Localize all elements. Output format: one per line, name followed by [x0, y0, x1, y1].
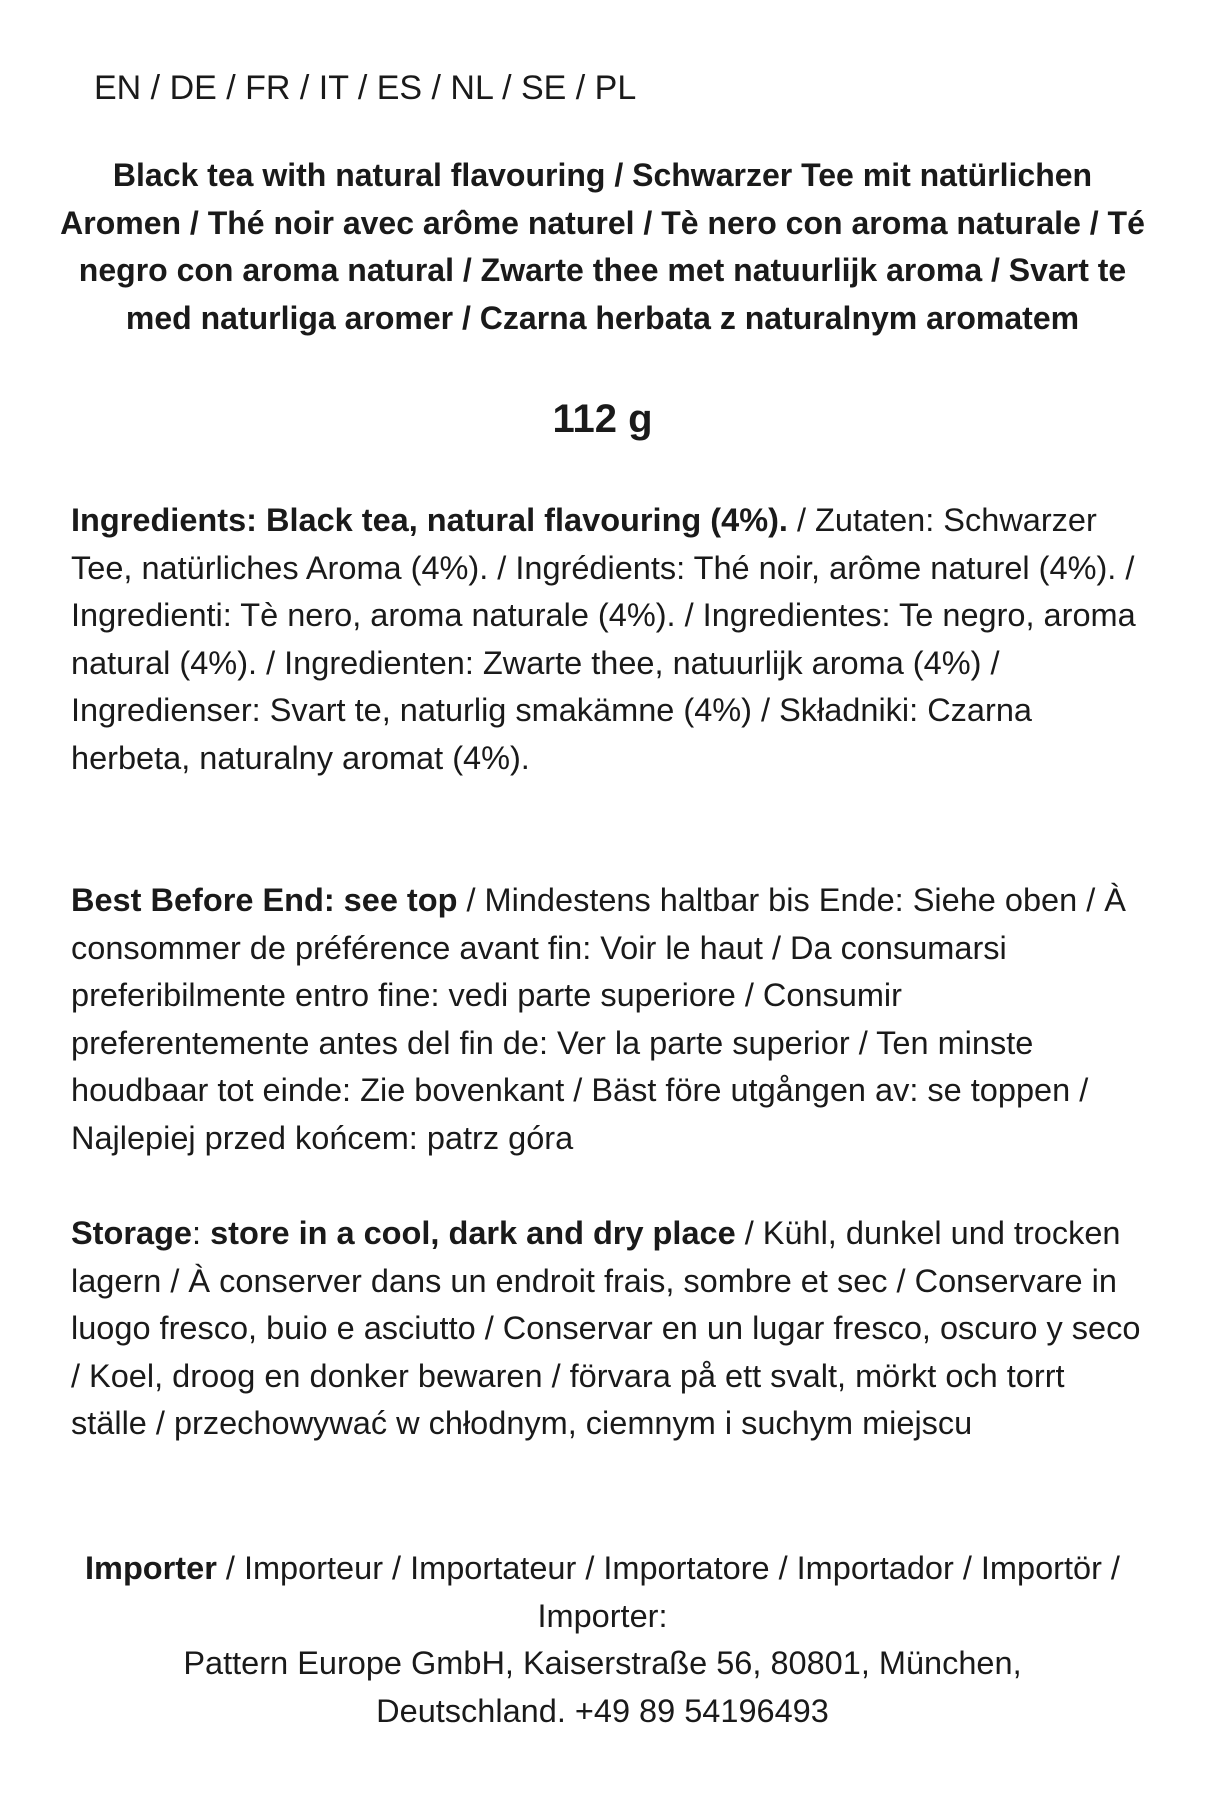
storage-text: / Kühl, dunkel und trocken lagern / À conserver dans un endroit frais, sombre et sec / Conservare in luogo fresco, buio e asciutto / Conservar en un lugar fresco, oscuro y seco / Koel, droog en donker bewaren / förvara på ett svalt, mörkt och torrt ställe / przechowywać w chłodnym, ciemnym i suchym miejscu [71, 1215, 1141, 1441]
importer-heading [60, 1545, 1145, 1640]
importer-label: Importer [85, 1550, 217, 1586]
ingredients-label: Ingredients: Black tea, natural flavouring (4%). [71, 502, 788, 538]
language-codes: EN / DE / FR / IT / ES / NL / SE / PL [94, 69, 637, 107]
storage-label: Storage [71, 1215, 193, 1251]
ingredients-text: / Zutaten: Schwarzer Tee, natürliches Aroma (4%). / Ingrédients: Thé noir, arôme naturel (4%). / Ingredienti: Tè nero, aroma naturale (4%). / Ingredientes: Te negro, aroma natural (4%). / Ingredienten: Zwarte thee, natuurlijk aroma (4%) / Ingredienser: Svart te, naturlig smakämne (4%) / Składniki: Czarna herbeta, naturalny aromat (4%). [71, 502, 1136, 776]
storage-colon: : [192, 1215, 211, 1251]
importer-translations: / Importeur / Importateur / Importatore / Importador / Importör / Importer: [216, 1550, 1120, 1634]
product-title: Black tea with natural flavouring / Schwarzer Tee mit natürlichen Aromen / Thé noir avec arôme naturel / Tè nero con aroma naturale / Té negro con aroma natural / Zwarte thee met natuurlijk aroma / Svart te med naturliga aromer / Czarna herbata z naturalnym aromatem [60, 157, 1145, 336]
net-weight: 112 g [552, 397, 653, 441]
storage-instruction: store in a cool, dark and dry place [210, 1215, 736, 1251]
importer-address-line-2: Deutschland. +49 89 54196493 [376, 1692, 829, 1729]
importer-address-line-1: Pattern Europe GmbH, Kaiserstraße 56, 80801, München, [183, 1645, 1022, 1681]
storage-section [71, 1210, 1146, 1448]
importer-section [60, 1545, 1145, 1735]
ingredients-section [71, 497, 1146, 782]
best-before-text: / Mindestens haltbar bis Ende: Siehe oben / À consommer de préférence avant fin: Voir le haut / Da consumarsi preferibilmente entro fine: vedi parte superiore / Consumir preferentemente antes del fin de: Ver la parte superior / Ten minste houdbaar tot einde: Zie bovenkant / Bäst före utgången av: se toppen / Najlepiej przed końcem: patrz góra [71, 882, 1126, 1156]
best-before-section [71, 877, 1146, 1162]
best-before-label: Best Before End: see top [71, 882, 458, 918]
